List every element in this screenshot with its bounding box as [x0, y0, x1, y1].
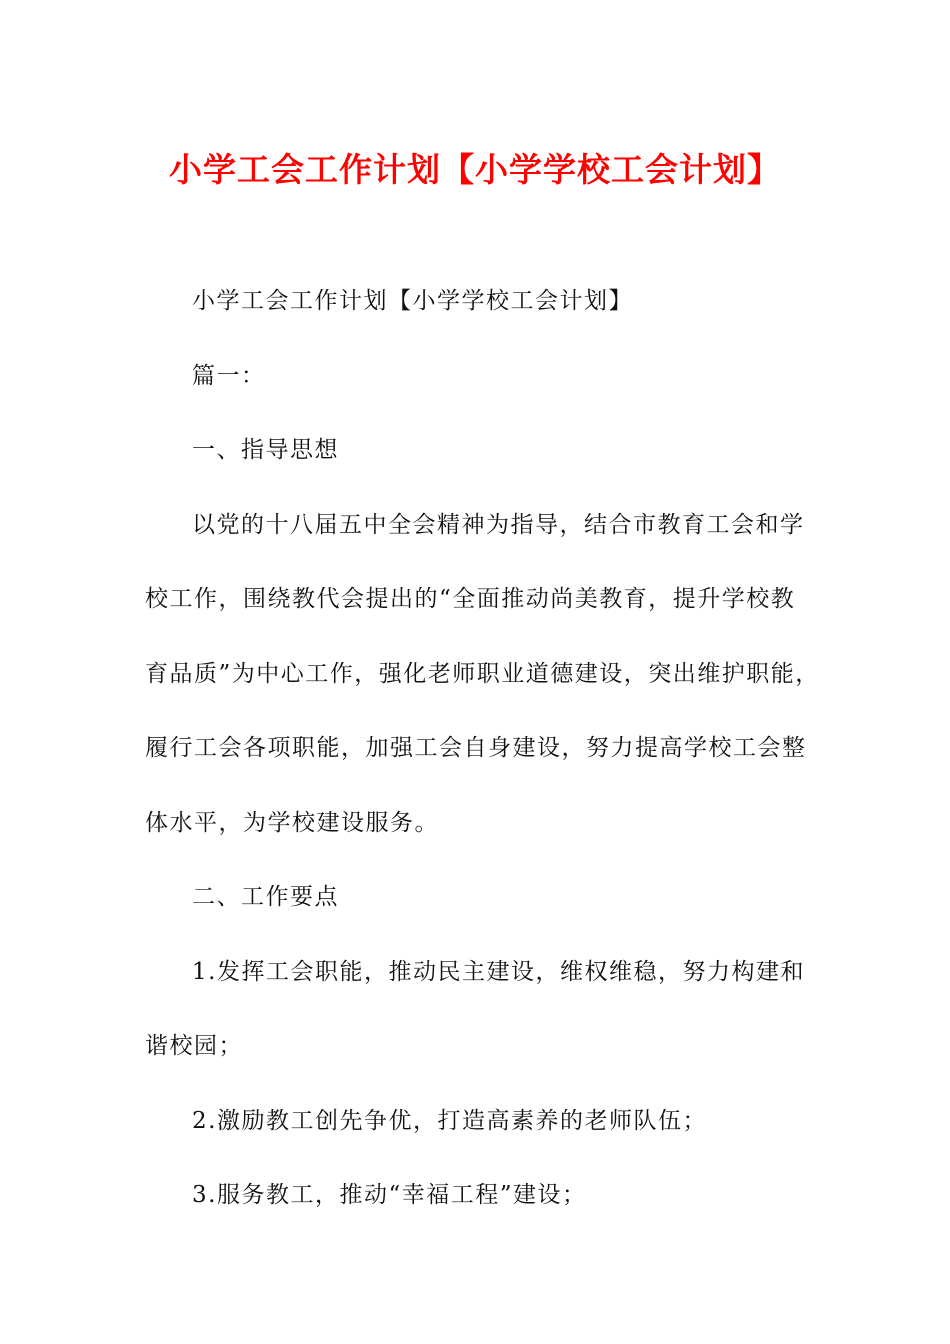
list-item: 3.服务教工，推动“幸福工程”建设；	[192, 1182, 587, 1208]
paragraph-line: 校工作，围绕教代会提出的“全面推动尚美教育，提升学校教	[145, 586, 796, 612]
paragraph-line: 以党的十八届五中全会精神为指导，结合市教育工会和学	[192, 511, 805, 538]
document-title: 小学工会工作计划【小学学校工会计划】	[169, 150, 781, 189]
paragraph-line: 履行工会各项职能，加强工会自身建设，努力提高学校工会整	[145, 735, 807, 761]
list-item: 1.发挥工会职能，推动民主建设，维权维稳，努力构建和	[192, 958, 805, 985]
section-heading: 二、工作要点	[192, 884, 339, 910]
document-body	[145, 281, 820, 1250]
section-heading: 一、指导思想	[192, 437, 339, 463]
list-item: 2.激励教工创先争优，打造高素养的老师队伍；	[192, 1107, 707, 1134]
paragraph-line: 体水平，为学校建设服务。	[145, 809, 439, 836]
paragraph-line: 育品质”为中心工作，强化老师职业道德建设，突出维护职能，	[145, 660, 820, 687]
paragraph-line: 篇一：	[192, 362, 266, 389]
paragraph-line: 小学工会工作计划【小学学校工会计划】	[192, 288, 633, 314]
list-item-continuation: 谐校园；	[145, 1033, 243, 1059]
